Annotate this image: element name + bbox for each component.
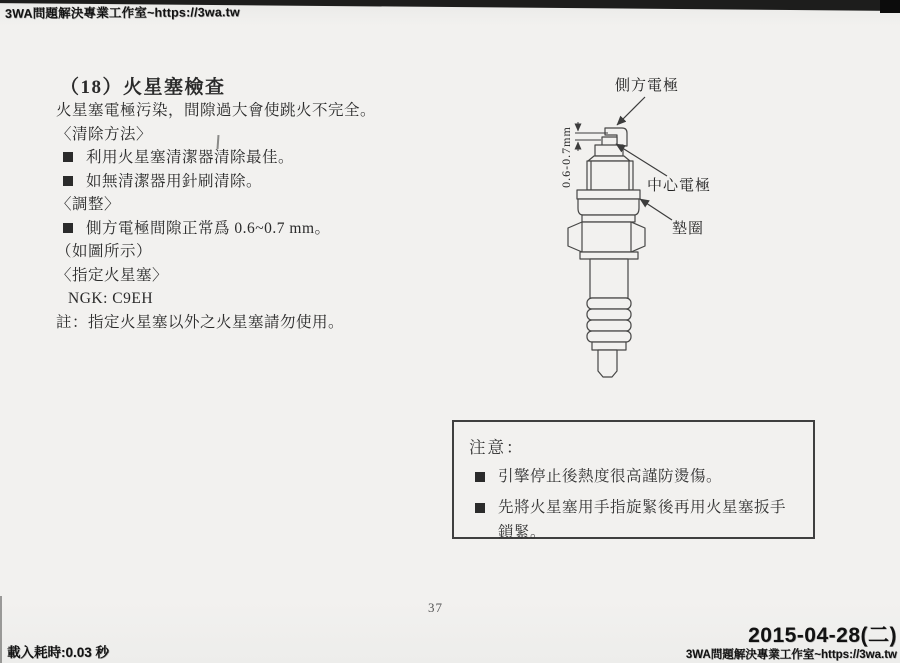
body-text (56, 99, 456, 334)
bullet-square-icon (63, 176, 73, 186)
body-line: 〈調整〉 (56, 196, 121, 213)
spark-plug-drawing (568, 128, 645, 377)
caution-title: 注意： (469, 438, 525, 457)
spark-plug-diagram (545, 60, 725, 400)
body-line: （如圖所示） (56, 243, 153, 260)
gap-dimension-label: 0.6-0.7mm (559, 126, 573, 188)
terminal-stud (598, 350, 617, 377)
terminal-base (592, 342, 626, 350)
center-electrode-label: 中心電極 (647, 178, 712, 194)
rib (587, 309, 631, 320)
bullet-square-icon (475, 503, 485, 513)
section-heading: （18）火星塞檢查 (60, 77, 226, 98)
watermark-bottom: 3WA問題解決專業工作室~https://3wa.tw (685, 649, 897, 661)
rib (587, 320, 631, 331)
body-line-bullet: 利用火星塞清潔器清除最佳。 (56, 146, 456, 170)
gasket-arrow (640, 199, 672, 220)
bullet-square-icon (63, 223, 73, 233)
insulator-chamfer (588, 156, 630, 161)
insulator-neck (595, 145, 623, 156)
page-number: 37 (428, 600, 443, 615)
caution-item: 先將火星塞用手指旋緊後再用火星塞扳手鎖緊。 (469, 495, 799, 545)
side-electrode-arrow (617, 97, 645, 125)
body-line: 〈清除方法〉 (56, 125, 153, 143)
caution-item: 引擎停止後熱度很高謹防燙傷。 (469, 464, 799, 489)
rib (587, 331, 631, 342)
body-line-bullet: 如無清潔器用針刷清除。 (56, 170, 456, 194)
watermark-top: 3WA問題解決專業工作室~https://3wa.tw (4, 5, 240, 21)
scan-date: 2015-04-28(二) (748, 624, 897, 647)
ceramic-body (587, 161, 633, 190)
shell-band (582, 215, 635, 222)
gasket-label: 墊圈 (672, 221, 705, 237)
body-line-bullet: 側方電極間隙正常爲 0.6~0.7 mm。 (56, 217, 456, 241)
rib (587, 298, 631, 309)
load-time-text: 載入耗時:0.03 秒 (7, 645, 110, 660)
body-line: 火星塞電極污染，間隙過大會使跳火不完全。 (56, 102, 377, 119)
collar (580, 252, 638, 259)
scanner-edge-corner (880, 0, 900, 13)
gasket-shape (577, 190, 640, 199)
note-line: 註：指定火星塞以外之火星塞請勿使用。 (56, 313, 345, 331)
body-line: 〈指定火星塞〉 (56, 266, 169, 284)
insulator-column (590, 259, 628, 298)
caution-box (452, 420, 815, 539)
side-electrode-label: 側方電極 (615, 78, 680, 94)
bullet-square-icon (63, 152, 73, 162)
bullet-square-icon (475, 472, 485, 482)
shell-barrel (578, 199, 639, 215)
hex-nut (568, 222, 645, 252)
scanner-left-edge (0, 596, 2, 663)
spec-line: NGK: C9EH (68, 290, 154, 307)
